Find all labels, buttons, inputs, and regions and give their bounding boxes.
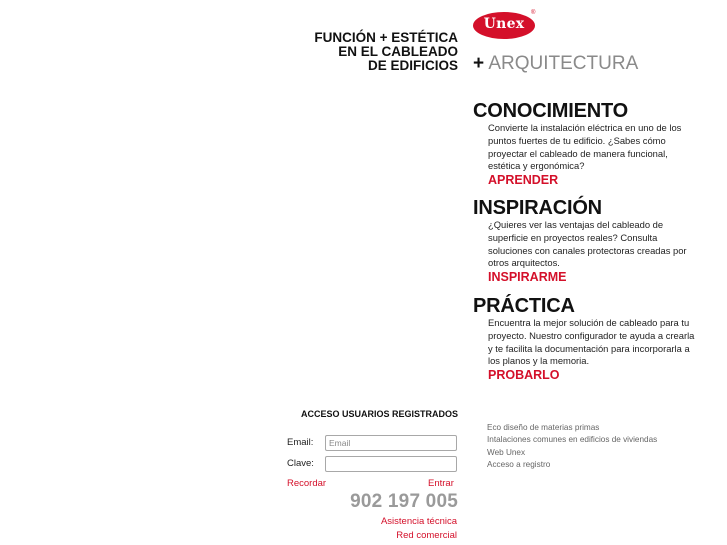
probarlo-link[interactable]: PROBARLO: [488, 368, 560, 383]
section-title: PRÁCTICA: [473, 295, 575, 317]
footer-link-registry[interactable]: Acceso a registro: [487, 459, 551, 469]
footer-link-installations[interactable]: Intalaciones comunes en edificios de viviendas: [487, 435, 658, 445]
inspirarme-link[interactable]: INSPIRARME: [488, 270, 567, 285]
tagline-line-1: FUNCIÓN + ESTÉTICA: [314, 30, 458, 45]
footer-link-web-unex[interactable]: Web Unex: [487, 447, 526, 457]
section-text: Convierte la instalación eléctrica en uno de los puntos fuertes de tu edificio. ¿Sabes cómo proyectar el cableado de manera funcional, estética y ergonómica?: [488, 122, 682, 172]
aprender-link[interactable]: APRENDER: [488, 173, 559, 188]
technical-support-link[interactable]: Asistencia técnica: [380, 516, 457, 527]
section-inspiracion: [473, 197, 703, 284]
remember-link[interactable]: Recordar: [287, 478, 327, 489]
phone-number: 902 197 005: [350, 491, 458, 512]
email-field[interactable]: [325, 435, 457, 451]
logo-text: Unex: [483, 16, 525, 32]
section-title: CONOCIMIENTO: [473, 100, 629, 122]
footer-links: [487, 422, 657, 471]
login-title: ACCESO USUARIOS REGISTRADOS: [300, 409, 458, 419]
section-conocimiento: [473, 100, 703, 187]
section-subtitle: [473, 53, 638, 75]
section-practica: [473, 295, 703, 382]
tagline: [290, 31, 458, 73]
subtitle-word: ARQUITECTURA: [488, 53, 639, 74]
footer-link-eco-design[interactable]: Eco diseño de materias primas: [487, 423, 600, 432]
plus-sign: +: [473, 53, 485, 74]
section-text: Encuentra la mejor solución de cableado para tu proyecto. Nuestro configurador te ayuda a crearla y te facilita la documentación para incorporarla a los planos y la memoria.: [488, 317, 695, 367]
unex-logo[interactable]: [473, 12, 535, 39]
email-label: Email:: [287, 437, 314, 448]
tagline-line-2: EN EL CABLEADO: [338, 44, 458, 59]
password-field[interactable]: [325, 456, 457, 472]
tagline-line-3: DE EDIFICIOS: [367, 58, 458, 73]
section-text: ¿Quieres ver las ventajas del cableado de superficie en proyectos reales? Consulta soluciones con canales protectoras creadas por otros arquitectos.: [488, 219, 687, 269]
registered-mark: ®: [531, 10, 536, 16]
sales-network-link[interactable]: Red comercial: [396, 530, 457, 541]
password-label: Clave:: [287, 458, 314, 469]
section-title: INSPIRACIÓN: [473, 197, 602, 219]
enter-link[interactable]: Entrar: [428, 478, 454, 489]
